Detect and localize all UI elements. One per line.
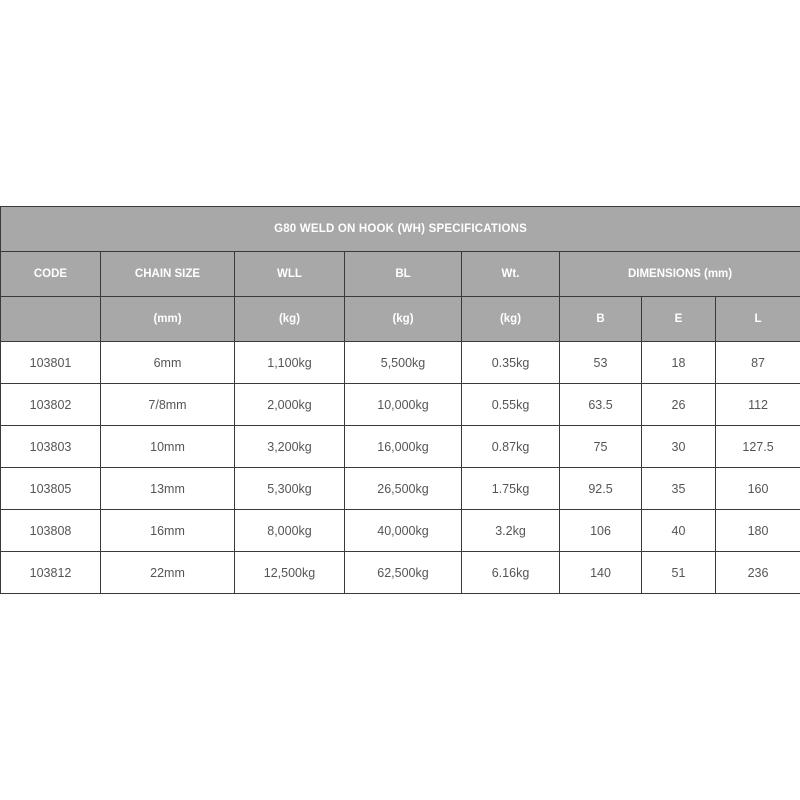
header-dimensions: DIMENSIONS (mm) <box>560 252 800 297</box>
cell-wll: 12,500kg <box>235 552 345 594</box>
cell-wll: 8,000kg <box>235 510 345 552</box>
table-row <box>1 384 800 426</box>
cell-wt: 6.16kg <box>462 552 560 594</box>
cell-bl: 26,500kg <box>345 468 462 510</box>
cell-chain-size: 6mm <box>101 342 235 384</box>
cell-wt: 0.35kg <box>462 342 560 384</box>
cell-dim-l: 160 <box>716 468 800 510</box>
title-row <box>1 207 800 252</box>
cell-code: 103812 <box>1 552 101 594</box>
cell-bl: 10,000kg <box>345 384 462 426</box>
cell-dim-b: 140 <box>560 552 642 594</box>
cell-chain-size: 22mm <box>101 552 235 594</box>
header-code: CODE <box>1 252 101 297</box>
table-row <box>1 468 800 510</box>
header-dim-e: E <box>642 297 716 342</box>
spec-table-container <box>0 206 800 594</box>
cell-dim-e: 26 <box>642 384 716 426</box>
cell-bl: 40,000kg <box>345 510 462 552</box>
cell-dim-e: 40 <box>642 510 716 552</box>
cell-chain-size: 7/8mm <box>101 384 235 426</box>
cell-dim-l: 112 <box>716 384 800 426</box>
header-wll-unit: (kg) <box>235 297 345 342</box>
header-wll: WLL <box>235 252 345 297</box>
header-bl-unit: (kg) <box>345 297 462 342</box>
cell-code: 103808 <box>1 510 101 552</box>
header-wt: Wt. <box>462 252 560 297</box>
cell-bl: 16,000kg <box>345 426 462 468</box>
cell-wll: 3,200kg <box>235 426 345 468</box>
cell-chain-size: 16mm <box>101 510 235 552</box>
cell-wt: 0.87kg <box>462 426 560 468</box>
table-row <box>1 552 800 594</box>
cell-dim-b: 63.5 <box>560 384 642 426</box>
header-chain-size: CHAIN SIZE <box>101 252 235 297</box>
cell-wt: 1.75kg <box>462 468 560 510</box>
cell-dim-b: 106 <box>560 510 642 552</box>
cell-dim-e: 30 <box>642 426 716 468</box>
header-bl: BL <box>345 252 462 297</box>
header-wt-unit: (kg) <box>462 297 560 342</box>
cell-dim-l: 236 <box>716 552 800 594</box>
cell-dim-b: 92.5 <box>560 468 642 510</box>
cell-dim-l: 180 <box>716 510 800 552</box>
header-row-1 <box>1 252 800 297</box>
cell-dim-b: 75 <box>560 426 642 468</box>
header-row-2 <box>1 297 800 342</box>
cell-wt: 3.2kg <box>462 510 560 552</box>
header-chain-size-unit: (mm) <box>101 297 235 342</box>
cell-code: 103802 <box>1 384 101 426</box>
header-code-unit <box>1 297 101 342</box>
cell-code: 103801 <box>1 342 101 384</box>
cell-wt: 0.55kg <box>462 384 560 426</box>
cell-wll: 5,300kg <box>235 468 345 510</box>
cell-bl: 62,500kg <box>345 552 462 594</box>
table-row <box>1 426 800 468</box>
table-row <box>1 342 800 384</box>
cell-chain-size: 10mm <box>101 426 235 468</box>
cell-dim-b: 53 <box>560 342 642 384</box>
table-row <box>1 510 800 552</box>
cell-dim-l: 127.5 <box>716 426 800 468</box>
cell-code: 103805 <box>1 468 101 510</box>
cell-chain-size: 13mm <box>101 468 235 510</box>
table-title: G80 WELD ON HOOK (WH) SPECIFICATIONS <box>1 207 800 252</box>
cell-dim-e: 18 <box>642 342 716 384</box>
cell-dim-e: 35 <box>642 468 716 510</box>
cell-code: 103803 <box>1 426 101 468</box>
header-dim-b: B <box>560 297 642 342</box>
header-dim-l: L <box>716 297 800 342</box>
spec-table <box>0 206 800 594</box>
cell-dim-l: 87 <box>716 342 800 384</box>
cell-dim-e: 51 <box>642 552 716 594</box>
cell-wll: 1,100kg <box>235 342 345 384</box>
cell-bl: 5,500kg <box>345 342 462 384</box>
cell-wll: 2,000kg <box>235 384 345 426</box>
